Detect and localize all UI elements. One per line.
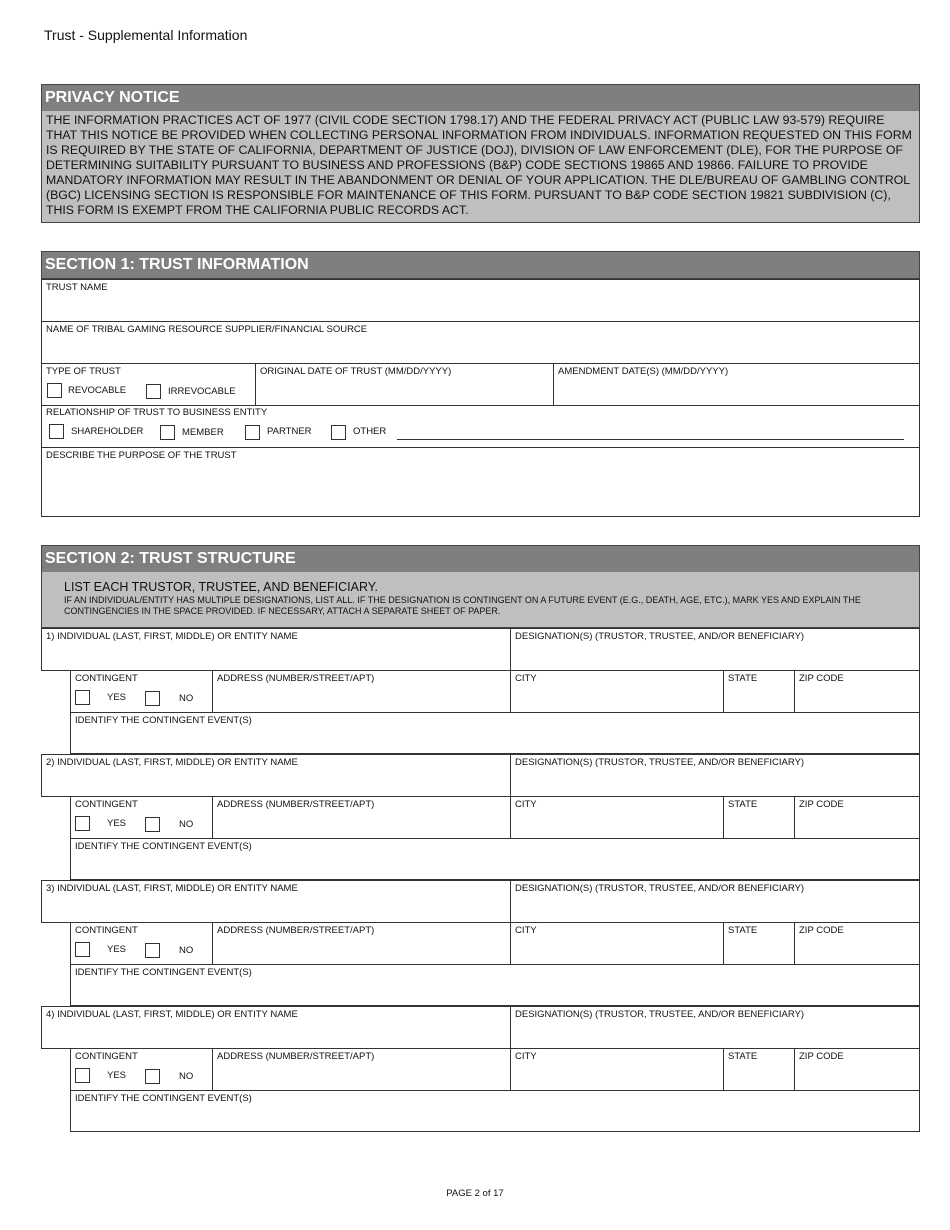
- entry-state-field[interactable]: [723, 670, 795, 713]
- contingent-yes-label: YES: [107, 1070, 127, 1081]
- entry-zip-field[interactable]: [794, 1048, 920, 1091]
- address-label: ADDRESS (NUMBER/STREET/APT): [217, 799, 375, 810]
- state-label: STATE: [728, 799, 758, 810]
- contingent-label: CONTINGENT: [75, 925, 138, 936]
- relationship-label: RELATIONSHIP OF TRUST TO BUSINESS ENTITY: [46, 407, 268, 418]
- entry-address-field[interactable]: [212, 670, 511, 713]
- entry-city-field[interactable]: [510, 796, 724, 839]
- entry-designation-field[interactable]: [510, 754, 920, 797]
- contingent-yes-checkbox[interactable]: [75, 690, 90, 705]
- other-specify-line[interactable]: [397, 439, 904, 440]
- entry-designation-label: DESIGNATION(S) (TRUSTOR, TRUSTEE, AND/OR BENEFICIARY): [515, 1009, 805, 1020]
- entry-zip-field[interactable]: [794, 670, 920, 713]
- privacy-notice-body: THE INFORMATION PRACTICES ACT OF 1977 (CIVIL CODE SECTION 1798.17) AND THE FEDERAL PRIVACY ACT (PUBLIC LAW 93-579) REQUIRE THAT THIS NOTICE BE PROVIDED WHEN COLLECTING PERSONAL INFORMATION FROM INDIVIDUALS. INFORMATION REQUESTED ON THIS FORM IS REQUIRED BY THE STATE OF CALIFORNIA, DEPARTMENT OF JUSTICE (DOJ), DIVISION OF LAW ENFORCEMENT (DLE), FOR THE PURPOSE OF DETERMINING SUITABILITY PURSUANT TO BUSINESS AND PROFESSIONS (B&P) CODE SECTIONS 19865 AND 19866. FAILURE TO PROVIDE MANDATORY INFORMATION MAY RESULT IN THE ABANDONMENT OR DENIAL OF YOUR APPLICATION. THE DLE/BUREAU OF GAMBLING CONTROL (BGC) LICENSING SECTION IS RESPONSIBLE FOR MAINTENANCE OF THIS FORM. PURSUANT TO B&P CODE SECTION 19821 SUBDIVISION (C), THIS FORM IS EXEMPT FROM THE CALIFORNIA PUBLIC RECORDS ACT.: [41, 111, 920, 223]
- entry-contingent-cell: [70, 1048, 213, 1091]
- amendment-dates-label: AMENDMENT DATE(S) (MM/DD/YYYY): [558, 366, 729, 377]
- city-label: CITY: [515, 925, 537, 936]
- entry-contingent-cell: [70, 796, 213, 839]
- entry-name-label: 4) INDIVIDUAL (LAST, FIRST, MIDDLE) OR ENTITY NAME: [46, 1009, 298, 1020]
- contingent-event-label: IDENTIFY THE CONTINGENT EVENT(S): [75, 715, 252, 726]
- contingent-yes-checkbox[interactable]: [75, 816, 90, 831]
- state-label: STATE: [728, 673, 758, 684]
- entry-name-field[interactable]: [41, 628, 511, 671]
- partner-checkbox[interactable]: [245, 425, 260, 440]
- contingent-yes-label: YES: [107, 944, 127, 955]
- contingent-no-label: NO: [179, 819, 194, 830]
- revocable-checkbox[interactable]: [47, 383, 62, 398]
- original-date-field[interactable]: [255, 363, 554, 406]
- type-of-trust-cell: [41, 363, 256, 406]
- section2-heading: SECTION 2: TRUST STRUCTURE: [41, 545, 920, 573]
- irrevocable-checkbox[interactable]: [146, 384, 161, 399]
- type-of-trust-label: TYPE OF TRUST: [46, 366, 121, 377]
- instruction-note: IF AN INDIVIDUAL/ENTITY HAS MULTIPLE DESIGNATIONS, LIST ALL. IF THE DESIGNATION IS CONTINGENT ON A FUTURE EVENT (E.G., DEATH, AGE, ETC.), MARK YES AND EXPLAIN THE CONTINGENCIES IN THE SPACE PROVIDED. IF NECESSARY, ATTACH A SEPARATE SHEET OF PAPER.: [64, 595, 861, 616]
- page-number: PAGE 2 of 17: [446, 1188, 504, 1199]
- contingent-no-checkbox[interactable]: [145, 817, 160, 832]
- contingent-event-label: IDENTIFY THE CONTINGENT EVENT(S): [75, 967, 252, 978]
- member-checkbox[interactable]: [160, 425, 175, 440]
- address-label: ADDRESS (NUMBER/STREET/APT): [217, 673, 375, 684]
- entry-address-field[interactable]: [212, 922, 511, 965]
- amendment-dates-field[interactable]: [553, 363, 920, 406]
- entry-name-field[interactable]: [41, 1006, 511, 1049]
- trust-purpose-field[interactable]: [41, 447, 920, 517]
- entry-contingent-cell: [70, 670, 213, 713]
- entry-designation-label: DESIGNATION(S) (TRUSTOR, TRUSTEE, AND/OR BENEFICIARY): [515, 631, 805, 642]
- entry-city-field[interactable]: [510, 922, 724, 965]
- zip-label: ZIP CODE: [799, 1051, 844, 1062]
- section2-instructions: [41, 572, 920, 628]
- other-checkbox[interactable]: [331, 425, 346, 440]
- state-label: STATE: [728, 1051, 758, 1062]
- contingent-no-label: NO: [179, 945, 194, 956]
- entry-designation-field[interactable]: [510, 880, 920, 923]
- zip-label: ZIP CODE: [799, 925, 844, 936]
- contingent-no-checkbox[interactable]: [145, 943, 160, 958]
- entry-contingent-event-field[interactable]: [70, 1090, 920, 1132]
- entry-designation-field[interactable]: [510, 628, 920, 671]
- contingent-no-checkbox[interactable]: [145, 1069, 160, 1084]
- trust-name-field[interactable]: [41, 279, 920, 322]
- entry-name-field[interactable]: [41, 880, 511, 923]
- address-label: ADDRESS (NUMBER/STREET/APT): [217, 925, 375, 936]
- revocable-label: REVOCABLE: [68, 385, 127, 396]
- entry-city-field[interactable]: [510, 670, 724, 713]
- entry-zip-field[interactable]: [794, 922, 920, 965]
- entry-designation-label: DESIGNATION(S) (TRUSTOR, TRUSTEE, AND/OR BENEFICIARY): [515, 883, 805, 894]
- entry-name-label: 1) INDIVIDUAL (LAST, FIRST, MIDDLE) OR ENTITY NAME: [46, 631, 298, 642]
- tribal-supplier-name-label: NAME OF TRIBAL GAMING RESOURCE SUPPLIER/FINANCIAL SOURCE: [46, 324, 368, 335]
- contingent-yes-label: YES: [107, 818, 127, 829]
- original-date-label: ORIGINAL DATE OF TRUST (MM/DD/YYYY): [260, 366, 452, 377]
- zip-label: ZIP CODE: [799, 799, 844, 810]
- entry-contingent-event-field[interactable]: [70, 838, 920, 880]
- contingent-yes-checkbox[interactable]: [75, 942, 90, 957]
- contingent-no-label: NO: [179, 693, 194, 704]
- section1-heading: SECTION 1: TRUST INFORMATION: [41, 251, 920, 279]
- tribal-supplier-name-field[interactable]: [41, 321, 920, 364]
- contingent-label: CONTINGENT: [75, 1051, 138, 1062]
- entry-contingent-event-field[interactable]: [70, 712, 920, 754]
- relationship-cell: [41, 405, 920, 448]
- contingent-no-checkbox[interactable]: [145, 691, 160, 706]
- contingent-label: CONTINGENT: [75, 799, 138, 810]
- other-label: OTHER: [353, 426, 387, 437]
- irrevocable-label: IRREVOCABLE: [168, 386, 236, 397]
- zip-label: ZIP CODE: [799, 673, 844, 684]
- trust-purpose-label: DESCRIBE THE PURPOSE OF THE TRUST: [46, 450, 237, 461]
- instruction-main: LIST EACH TRUSTOR, TRUSTEE, AND BENEFICIARY.: [64, 580, 378, 594]
- entry-contingent-cell: [70, 922, 213, 965]
- contingent-event-label: IDENTIFY THE CONTINGENT EVENT(S): [75, 1093, 252, 1104]
- address-label: ADDRESS (NUMBER/STREET/APT): [217, 1051, 375, 1062]
- entry-name-field[interactable]: [41, 754, 511, 797]
- member-label: MEMBER: [182, 427, 224, 438]
- contingent-event-label: IDENTIFY THE CONTINGENT EVENT(S): [75, 841, 252, 852]
- contingent-yes-label: YES: [107, 692, 127, 703]
- entry-city-field[interactable]: [510, 1048, 724, 1091]
- city-label: CITY: [515, 1051, 537, 1062]
- entry-name-label: 2) INDIVIDUAL (LAST, FIRST, MIDDLE) OR ENTITY NAME: [46, 757, 298, 768]
- entry-name-label: 3) INDIVIDUAL (LAST, FIRST, MIDDLE) OR ENTITY NAME: [46, 883, 298, 894]
- city-label: CITY: [515, 799, 537, 810]
- partner-label: PARTNER: [267, 426, 312, 437]
- state-label: STATE: [728, 925, 758, 936]
- city-label: CITY: [515, 673, 537, 684]
- entry-state-field[interactable]: [723, 922, 795, 965]
- contingent-no-label: NO: [179, 1071, 194, 1082]
- entry-designation-field[interactable]: [510, 1006, 920, 1049]
- entry-designation-label: DESIGNATION(S) (TRUSTOR, TRUSTEE, AND/OR BENEFICIARY): [515, 757, 805, 768]
- shareholder-checkbox[interactable]: [49, 424, 64, 439]
- document-title: Trust - Supplemental Information: [44, 27, 248, 43]
- entry-contingent-event-field[interactable]: [70, 964, 920, 1006]
- contingent-yes-checkbox[interactable]: [75, 1068, 90, 1083]
- entry-zip-field[interactable]: [794, 796, 920, 839]
- entry-address-field[interactable]: [212, 796, 511, 839]
- contingent-label: CONTINGENT: [75, 673, 138, 684]
- entry-state-field[interactable]: [723, 796, 795, 839]
- privacy-notice-heading: PRIVACY NOTICE: [41, 84, 920, 112]
- entry-state-field[interactable]: [723, 1048, 795, 1091]
- shareholder-label: SHAREHOLDER: [71, 426, 144, 437]
- trust-name-label: TRUST NAME: [46, 282, 108, 293]
- entry-address-field[interactable]: [212, 1048, 511, 1091]
